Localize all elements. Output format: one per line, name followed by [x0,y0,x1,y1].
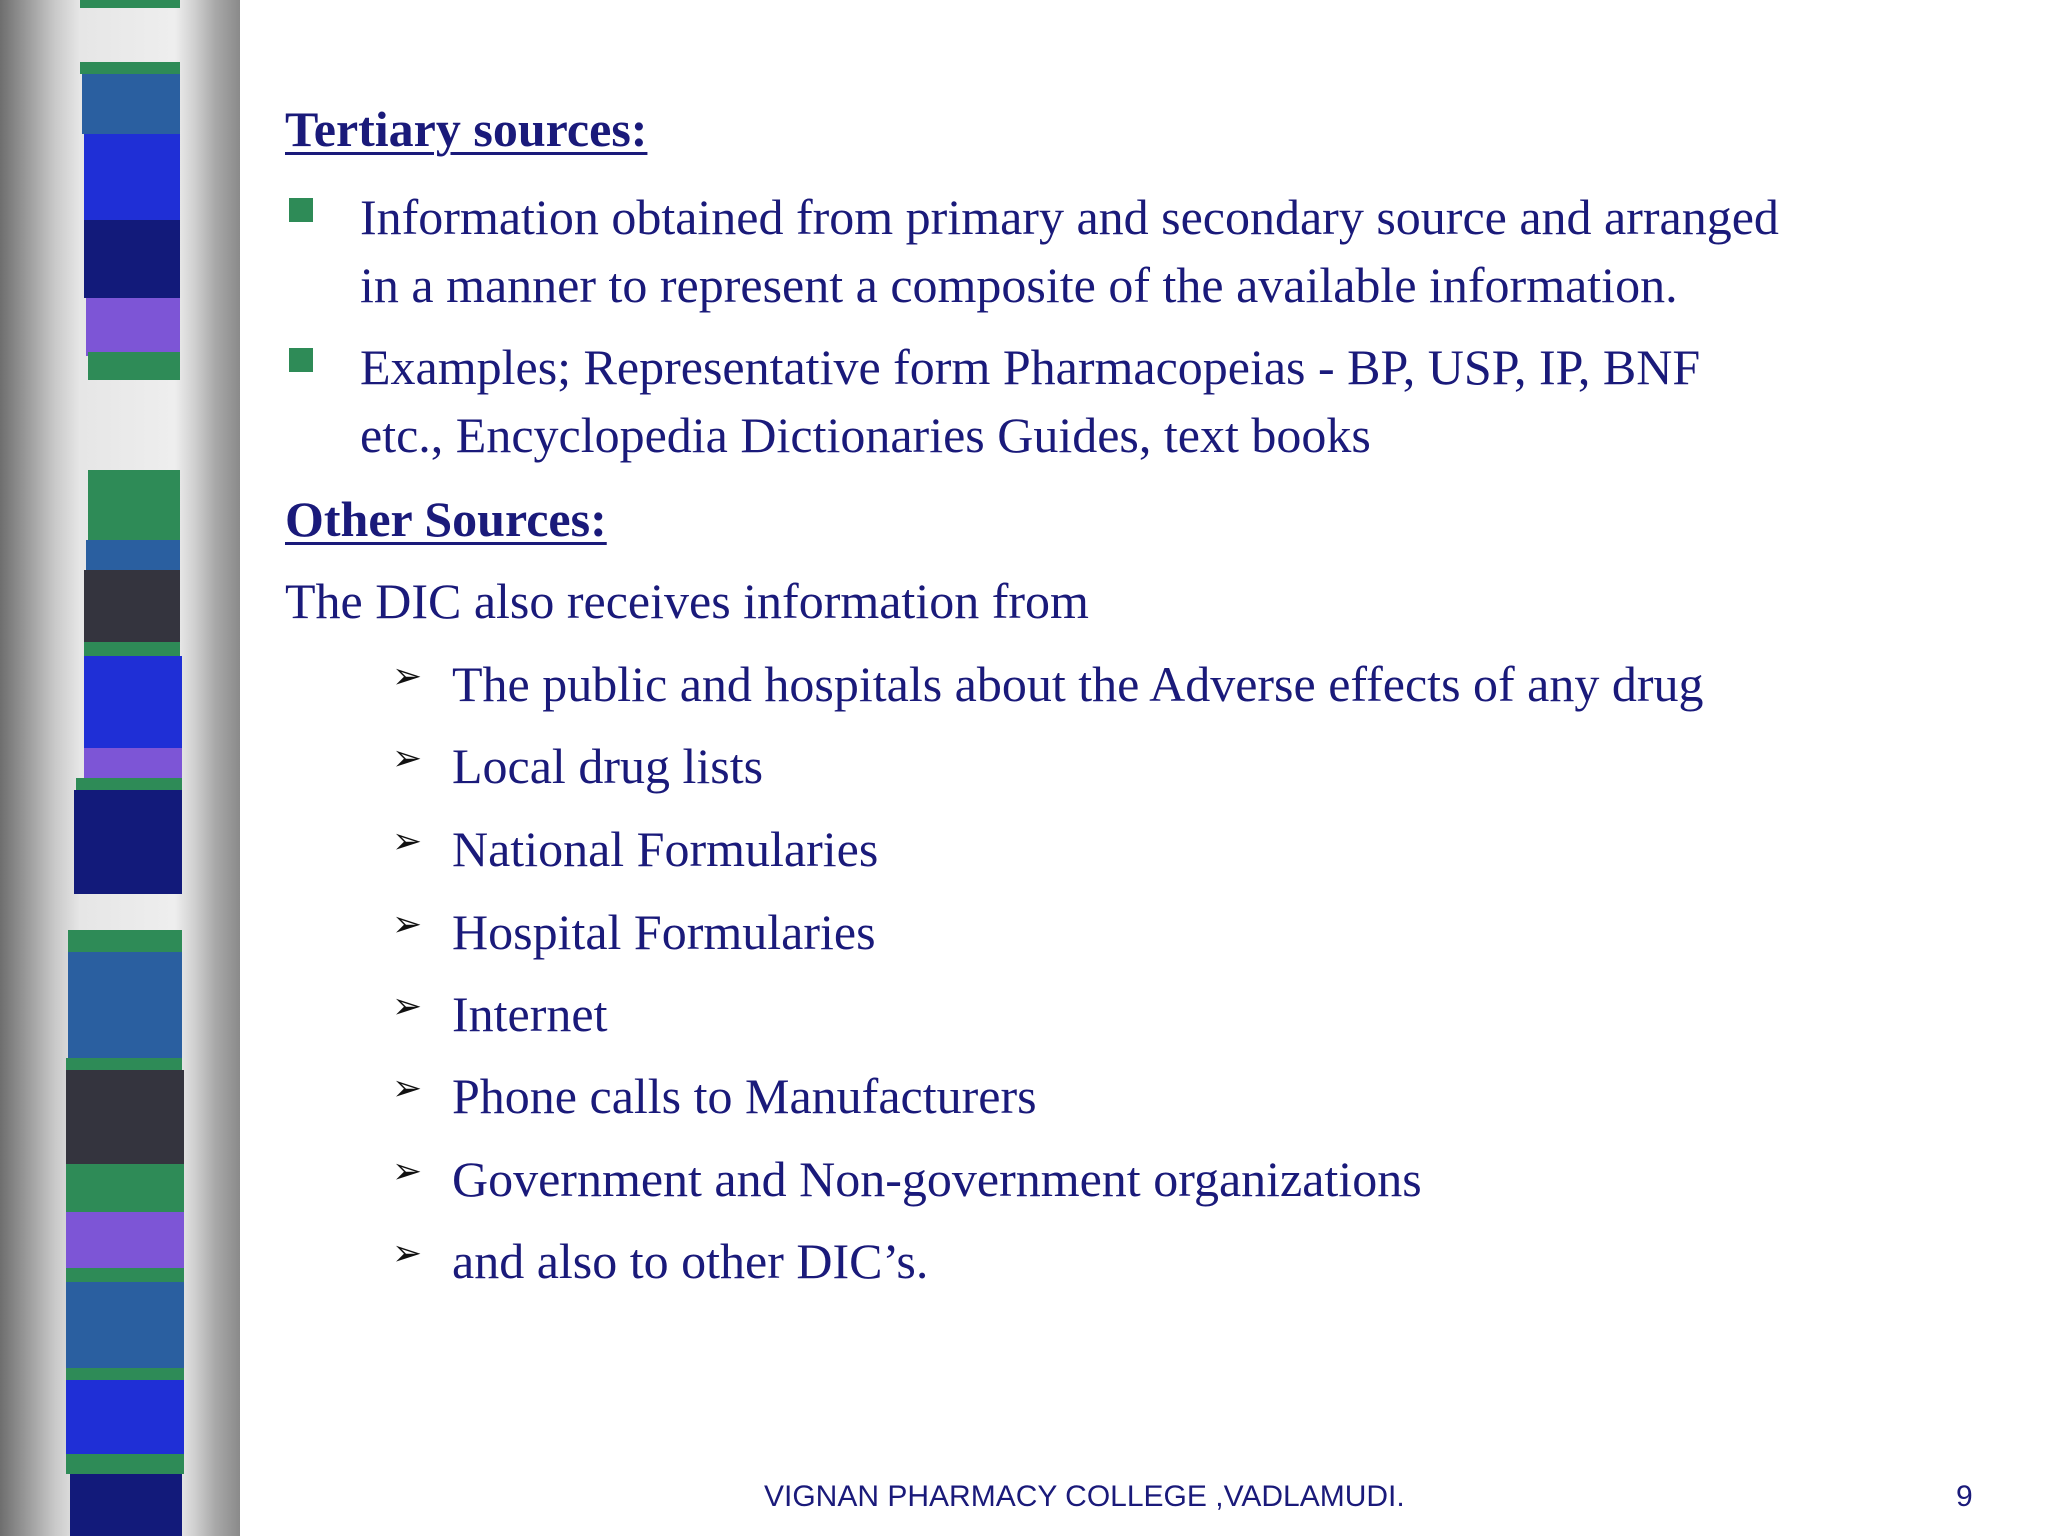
side-band-blocks [0,0,240,1536]
other-sources-item: National Formularies [452,821,879,877]
tertiary-bullet1-line2: in a manner to represent a composite of the available information. [360,257,1678,313]
other-sources-item: and also to other DIC’s. [452,1233,929,1289]
arrow-bullet-icon: ➢ [392,1233,423,1274]
other-sources-item: Phone calls to Manufacturers [452,1068,1037,1124]
footer-college-name: VIGNAN PHARMACY COLLEGE ,VADLAMUDI. [764,1480,1405,1513]
arrow-bullet-icon: ➢ [392,738,423,779]
other-sources-item: Government and Non-government organizations [452,1151,1422,1207]
page-number: 9 [1956,1480,1973,1513]
other-sources-item: Local drug lists [452,738,764,794]
tertiary-bullet2-line2: etc., Encyclopedia Dictionaries Guides, text books [360,407,1371,463]
arrow-bullet-icon: ➢ [392,1151,423,1192]
arrow-bullet-icon: ➢ [392,821,423,862]
other-sources-item: The public and hospitals about the Adverse effects of any drug [452,656,1704,712]
arrow-bullet-icon: ➢ [392,656,423,697]
arrow-bullet-icon: ➢ [392,1068,423,1109]
other-sources-intro: The DIC also receives information from [285,573,1089,629]
arrow-bullet-icon: ➢ [392,986,423,1027]
tertiary-sources-heading: Tertiary sources: [285,101,648,157]
other-sources-item: Hospital Formularies [452,904,876,960]
square-bullet-icon [289,348,313,372]
tertiary-bullet1-line1: Information obtained from primary and secondary source and arranged [360,189,1779,245]
tertiary-bullet2-line1: Examples; Representative form Pharmacopeias - BP, USP, IP, BNF [360,339,1701,395]
other-sources-item: Internet [452,986,608,1042]
arrow-bullet-icon: ➢ [392,904,423,945]
square-bullet-icon [289,198,313,222]
decorative-side-band [0,0,240,1536]
other-sources-heading: Other Sources: [285,491,607,547]
